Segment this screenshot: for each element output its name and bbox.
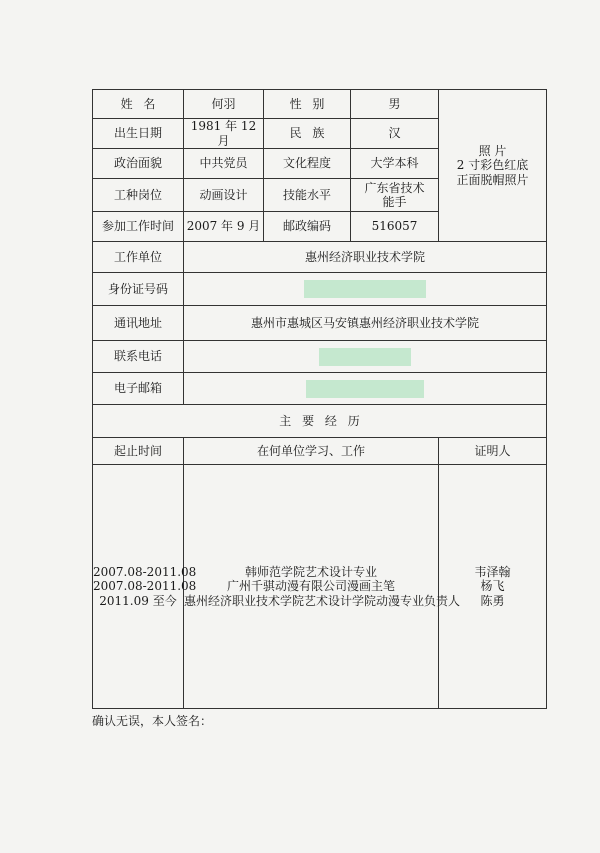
label-birth: 出生日期 [93,119,184,149]
value-job: 动画设计 [184,179,264,212]
photo-requirement-note: 正面脱帽照片 [456,172,529,187]
unit-3: 惠州经济职业技术学院艺术设计学院动漫专业负责人 [184,593,461,608]
experience-periods [93,465,197,709]
unit-1: 韩师范学院艺术设计专业 [244,564,377,579]
value-email [184,373,547,405]
value-skill [351,179,439,212]
unit-2: 广州千骐动漫有限公司漫画主笔 [226,579,395,594]
row-address [93,306,547,341]
label-id-number: 身份证号码 [93,273,184,306]
label-gender: 性别 [264,90,351,119]
header-unit: 在何单位学习、工作 [184,438,439,465]
experience-witnesses [439,465,547,709]
label-skill: 技能水平 [264,179,351,212]
value-ethnicity: 汉 [351,119,439,149]
period-3: 2011.09 至今 [99,593,177,608]
row-experience-headers [93,438,547,465]
value-work-start: 2007 年 9 月 [184,212,264,242]
experience-section-title: 主要经历 [93,405,547,438]
skill-line-1: 广东省技术 [364,180,425,195]
witness-1: 韦泽翰 [474,564,511,579]
value-address: 惠州市惠城区马安镇惠州经济职业技术学院 [184,306,547,341]
skill-line-2: 能手 [382,195,407,209]
label-job: 工种岗位 [93,179,184,212]
row-employer [93,242,547,273]
value-employer: 惠州经济职业技术学院 [184,242,547,273]
value-postcode: 516057 [351,212,439,242]
redacted-phone [319,348,411,366]
label-postcode: 邮政编码 [264,212,351,242]
witness-3: 陈勇 [480,593,505,608]
row-email [93,373,547,405]
signature-confirmation: 确认无误，本人签名： [92,714,213,728]
redacted-email [306,380,424,398]
label-political: 政治面貌 [93,149,184,179]
label-address: 通讯地址 [93,306,184,341]
period-2: 2007.08-2011.08 [93,579,197,594]
label-phone: 联系电话 [93,341,184,373]
photo-size-note: 2 寸彩色红底 [456,158,529,173]
value-political: 中共党员 [184,149,264,179]
experience-units [184,465,461,709]
label-education: 文化程度 [264,149,351,179]
label-email: 电子邮箱 [93,373,184,405]
label-name: 姓名 [93,90,184,119]
label-employer: 工作单位 [93,242,184,273]
row-experience-title [93,405,547,438]
value-id-number [184,273,547,306]
witness-2: 杨飞 [480,579,505,594]
period-1: 2007.08-2011.08 [93,564,197,579]
row-phone [93,341,547,373]
header-period: 起止时间 [93,438,184,465]
value-education: 大学本科 [351,149,439,179]
header-witness: 证明人 [439,438,547,465]
label-work-start: 参加工作时间 [93,212,184,242]
value-name: 何羽 [184,90,264,119]
personal-info-form [92,89,547,709]
photo-placeholder [439,90,547,242]
redacted-id-number [304,280,426,298]
row-id-number [93,273,547,306]
label-ethnicity: 民族 [264,119,351,149]
row-experience-body [93,465,547,709]
value-birth: 1981 年 12 月 [184,119,264,149]
value-phone [184,341,547,373]
row-name [93,90,547,119]
photo-label: 照 片 [478,143,507,158]
value-gender: 男 [351,90,439,119]
